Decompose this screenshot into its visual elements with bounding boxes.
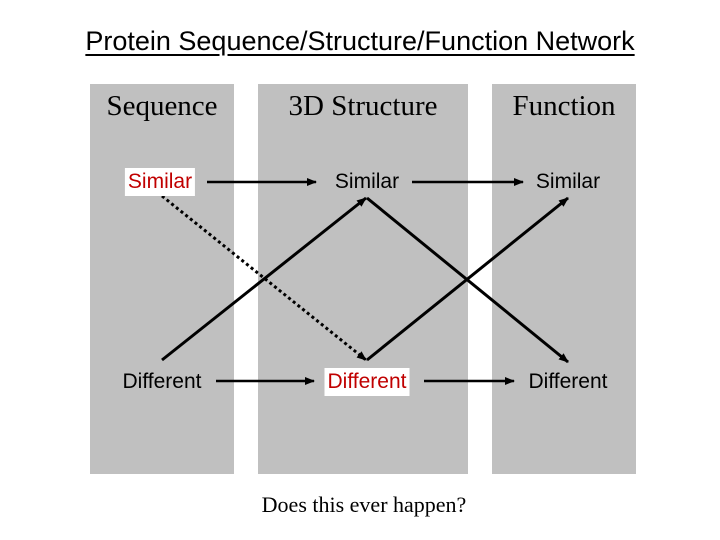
structure-different-node: Different: [325, 368, 410, 396]
structure-similar-node: Similar: [334, 170, 400, 193]
structure-header: 3D Structure: [288, 90, 438, 122]
sequence-different-node: Different: [122, 370, 202, 393]
question-caption: Does this ever happen?: [261, 492, 467, 517]
function-different-node: Different: [528, 370, 608, 393]
function-similar-node: Similar: [535, 170, 601, 193]
function-header: Function: [512, 90, 616, 122]
slide-title: Protein Sequence/Structure/Function Network: [85, 26, 635, 56]
sequence-header: Sequence: [106, 90, 218, 122]
sequence-similar-node: Similar: [125, 168, 195, 196]
